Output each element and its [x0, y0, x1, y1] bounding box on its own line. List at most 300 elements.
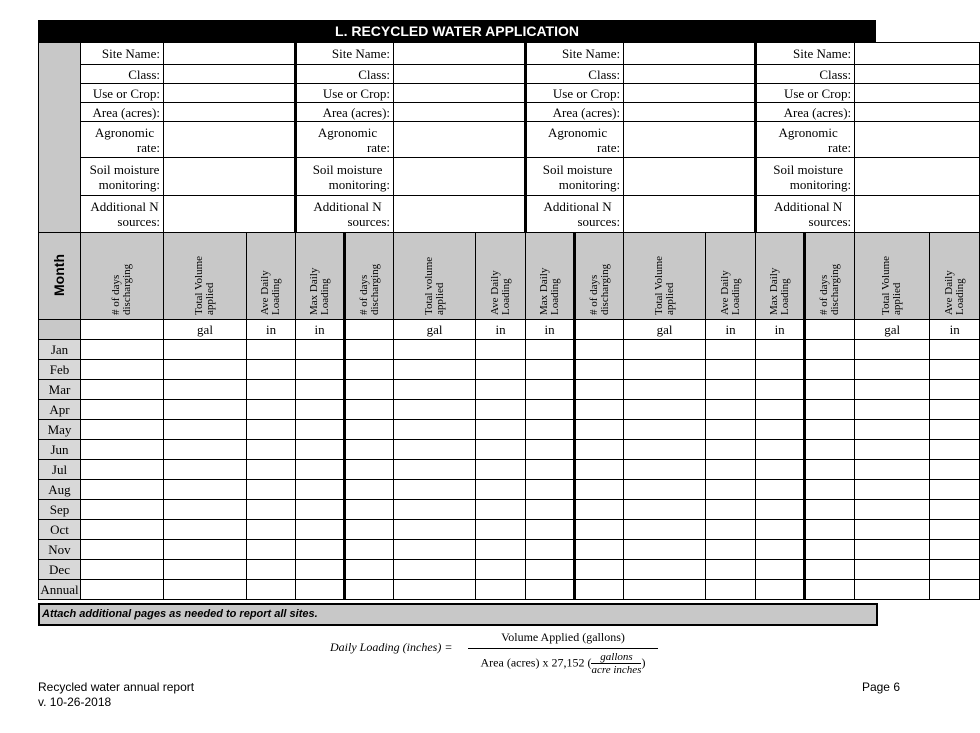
site3-area-field[interactable] — [624, 103, 756, 122]
site1-max-cell[interactable] — [296, 440, 345, 460]
site3-max-cell[interactable] — [756, 420, 805, 440]
site2-addn-label: Additional N sources: — [296, 196, 394, 233]
site3-days-cell[interactable] — [575, 460, 624, 480]
site4-days-cell[interactable] — [805, 380, 855, 400]
site3-ave-cell[interactable] — [706, 360, 756, 380]
site4-col-total_volume: Total Volume applied — [855, 233, 930, 320]
site2-unit-gal: gal — [394, 320, 476, 340]
site2-days-cell[interactable] — [345, 420, 394, 440]
site4-volume-cell[interactable] — [855, 340, 930, 360]
site4-days-cell[interactable] — [805, 580, 855, 600]
month-column-header: Month — [39, 233, 81, 320]
site3-days-cell[interactable] — [575, 420, 624, 440]
site2-days-cell[interactable] — [345, 360, 394, 380]
site1-volume-cell[interactable] — [164, 440, 247, 460]
site2-volume-cell[interactable] — [394, 500, 476, 520]
site4-use_or_crop-field[interactable] — [855, 84, 980, 103]
month-label: Jan — [39, 340, 81, 360]
site1-max-cell[interactable] — [296, 520, 345, 540]
site1-max-cell[interactable] — [296, 380, 345, 400]
site1-days-cell[interactable] — [81, 580, 164, 600]
site2-days-cell[interactable] — [345, 460, 394, 480]
site4-volume-cell[interactable] — [855, 440, 930, 460]
month-label: Dec — [39, 560, 81, 580]
site3-volume-cell[interactable] — [624, 500, 706, 520]
site2-days-cell[interactable] — [345, 340, 394, 360]
site1-max-cell[interactable] — [296, 460, 345, 480]
site3-max-cell[interactable] — [756, 500, 805, 520]
site1-agronomic-label: Agronomic rate: — [81, 122, 164, 158]
month-label: May — [39, 420, 81, 440]
site2-days-cell[interactable] — [345, 440, 394, 460]
site3-col-days: # of days discharging — [575, 233, 624, 320]
site1-max-cell[interactable] — [296, 360, 345, 380]
site1-volume-cell[interactable] — [164, 500, 247, 520]
site1-days-cell[interactable] — [81, 460, 164, 480]
month-label: Sep — [39, 500, 81, 520]
site3-use_or_crop-field[interactable] — [624, 84, 756, 103]
site2-agronomic-field[interactable] — [394, 122, 526, 158]
site4-col-days: # of days discharging — [805, 233, 855, 320]
site4-days-cell[interactable] — [805, 480, 855, 500]
month-label: Nov — [39, 540, 81, 560]
site4-ave-cell[interactable] — [930, 440, 980, 460]
formula-denominator: Area (acres) x 27,152 ( gallons acre inches ) — [480, 651, 646, 676]
site2-volume-cell[interactable] — [394, 460, 476, 480]
site1-ave-cell[interactable] — [247, 540, 296, 560]
site1-max-cell[interactable] — [296, 560, 345, 580]
site1-use_or_crop-label: Use or Crop: — [81, 84, 164, 103]
site2-volume-cell[interactable] — [394, 520, 476, 540]
site3-volume-cell[interactable] — [624, 380, 706, 400]
site4-days-cell[interactable] — [805, 560, 855, 580]
formula-fraction — [468, 630, 658, 676]
site3-volume-cell[interactable] — [624, 340, 706, 360]
site3-class-label: Class: — [526, 65, 624, 84]
site3-addn-label: Additional N sources: — [526, 196, 624, 233]
site1-unit-gal: gal — [164, 320, 247, 340]
footer-version: v. 10-26-2018 — [38, 695, 112, 709]
formula-lhs: Daily Loading (inches) = — [330, 640, 453, 654]
site4-days-cell[interactable] — [805, 440, 855, 460]
site3-days-cell[interactable] — [575, 380, 624, 400]
site4-volume-cell[interactable] — [855, 540, 930, 560]
site2-volume-cell[interactable] — [394, 560, 476, 580]
site1-days-cell[interactable] — [81, 420, 164, 440]
site2-ave-cell[interactable] — [476, 580, 526, 600]
site4-ave-cell[interactable] — [930, 400, 980, 420]
site2-site_name-field[interactable] — [394, 43, 526, 65]
site2-max-cell[interactable] — [526, 480, 575, 500]
site1-days-cell[interactable] — [81, 380, 164, 400]
site1-addn-field[interactable] — [164, 196, 296, 233]
site2-class-label: Class: — [296, 65, 394, 84]
site2-volume-cell[interactable] — [394, 540, 476, 560]
site4-ave-cell[interactable] — [930, 380, 980, 400]
site3-ave-cell[interactable] — [706, 380, 756, 400]
site2-days-cell[interactable] — [345, 500, 394, 520]
site3-ave-cell[interactable] — [706, 480, 756, 500]
site2-volume-cell[interactable] — [394, 580, 476, 600]
site3-ave-cell[interactable] — [706, 580, 756, 600]
site2-agronomic-label: Agronomic rate: — [296, 122, 394, 158]
site4-days-cell[interactable] — [805, 420, 855, 440]
site4-addn-label: Additional N sources: — [756, 196, 855, 233]
site1-days-cell[interactable] — [81, 340, 164, 360]
site1-ave-cell[interactable] — [247, 360, 296, 380]
site1-days-cell[interactable] — [81, 520, 164, 540]
site3-days-cell[interactable] — [575, 540, 624, 560]
site2-days-cell[interactable] — [345, 400, 394, 420]
site4-ave-cell[interactable] — [930, 340, 980, 360]
site4-ave-cell[interactable] — [930, 420, 980, 440]
site3-ave-cell[interactable] — [706, 400, 756, 420]
site4-volume-cell[interactable] — [855, 460, 930, 480]
site3-max-cell[interactable] — [756, 460, 805, 480]
site4-volume-cell[interactable] — [855, 560, 930, 580]
site4-ave-cell[interactable] — [930, 360, 980, 380]
site2-max-cell[interactable] — [526, 440, 575, 460]
site3-ave-cell[interactable] — [706, 540, 756, 560]
site2-max-cell[interactable] — [526, 520, 575, 540]
site4-unit-gal: gal — [855, 320, 930, 340]
site2-col-total_volume: Total volume applied — [394, 233, 476, 320]
site1-site_name-label: Site Name: — [81, 43, 164, 65]
site2-use_or_crop-field[interactable] — [394, 84, 526, 103]
site1-ave-cell[interactable] — [247, 340, 296, 360]
site1-col-max: Max Daily Loading — [296, 233, 345, 320]
site2-max-cell[interactable] — [526, 340, 575, 360]
site3-agronomic-field[interactable] — [624, 122, 756, 158]
site2-volume-cell[interactable] — [394, 440, 476, 460]
site3-area-label: Area (acres): — [526, 103, 624, 122]
site4-ave-cell[interactable] — [930, 540, 980, 560]
site1-volume-cell[interactable] — [164, 400, 247, 420]
site1-area-label: Area (acres): — [81, 103, 164, 122]
site1-col-ave: Ave Daily Loading — [247, 233, 296, 320]
site3-unit-ave: in — [706, 320, 756, 340]
site4-days-cell[interactable] — [805, 340, 855, 360]
site2-days-cell[interactable] — [345, 380, 394, 400]
site2-ave-cell[interactable] — [476, 500, 526, 520]
site4-ave-cell[interactable] — [930, 520, 980, 540]
site3-unit-days — [575, 320, 624, 340]
site3-volume-cell[interactable] — [624, 420, 706, 440]
site2-ave-cell[interactable] — [476, 360, 526, 380]
site1-volume-cell[interactable] — [164, 480, 247, 500]
site1-days-cell[interactable] — [81, 500, 164, 520]
site1-days-cell[interactable] — [81, 560, 164, 580]
site4-site_name-field[interactable] — [855, 43, 980, 65]
site2-ave-cell[interactable] — [476, 340, 526, 360]
site1-agronomic-field[interactable] — [164, 122, 296, 158]
site2-addn-field[interactable] — [394, 196, 526, 233]
footer-page-number: Page 6 — [861, 680, 900, 694]
site2-max-cell[interactable] — [526, 500, 575, 520]
site2-class-field[interactable] — [394, 65, 526, 84]
site2-ave-cell[interactable] — [476, 540, 526, 560]
month-label: Annual — [39, 580, 81, 600]
site1-days-cell[interactable] — [81, 540, 164, 560]
site2-col-days: # of days discharging — [345, 233, 394, 320]
site2-ave-cell[interactable] — [476, 400, 526, 420]
site1-ave-cell[interactable] — [247, 560, 296, 580]
site1-max-cell[interactable] — [296, 420, 345, 440]
site1-soil-label: Soil moisture monitoring: — [81, 158, 164, 196]
site1-max-cell[interactable] — [296, 340, 345, 360]
site3-ave-cell[interactable] — [706, 440, 756, 460]
site3-volume-cell[interactable] — [624, 560, 706, 580]
site1-volume-cell[interactable] — [164, 560, 247, 580]
site1-addn-label: Additional N sources: — [81, 196, 164, 233]
site3-volume-cell[interactable] — [624, 400, 706, 420]
site1-ave-cell[interactable] — [247, 500, 296, 520]
site1-volume-cell[interactable] — [164, 460, 247, 480]
site3-volume-cell[interactable] — [624, 360, 706, 380]
site3-max-cell[interactable] — [756, 440, 805, 460]
month-label: Feb — [39, 360, 81, 380]
site1-volume-cell[interactable] — [164, 540, 247, 560]
site1-soil-field[interactable] — [164, 158, 296, 196]
site3-max-cell[interactable] — [756, 340, 805, 360]
site2-soil-field[interactable] — [394, 158, 526, 196]
site1-days-cell[interactable] — [81, 480, 164, 500]
site3-days-cell[interactable] — [575, 560, 624, 580]
site3-volume-cell[interactable] — [624, 580, 706, 600]
site3-ave-cell[interactable] — [706, 420, 756, 440]
site4-volume-cell[interactable] — [855, 360, 930, 380]
site3-col-max: Max Daily Loading — [756, 233, 805, 320]
site4-col-ave: Ave Daily Loading — [930, 233, 980, 320]
site4-volume-cell[interactable] — [855, 480, 930, 500]
site2-volume-cell[interactable] — [394, 340, 476, 360]
site4-soil-field[interactable] — [855, 158, 980, 196]
site2-ave-cell[interactable] — [476, 440, 526, 460]
formula-numerator: Volume Applied (gallons) — [468, 630, 658, 649]
site3-volume-cell[interactable] — [624, 480, 706, 500]
site2-volume-cell[interactable] — [394, 360, 476, 380]
site3-ave-cell[interactable] — [706, 340, 756, 360]
site1-ave-cell[interactable] — [247, 520, 296, 540]
site3-days-cell[interactable] — [575, 360, 624, 380]
site1-site_name-field[interactable] — [164, 43, 296, 65]
site1-days-cell[interactable] — [81, 440, 164, 460]
site1-ave-cell[interactable] — [247, 420, 296, 440]
site4-volume-cell[interactable] — [855, 580, 930, 600]
site1-ave-cell[interactable] — [247, 580, 296, 600]
site1-ave-cell[interactable] — [247, 460, 296, 480]
site1-volume-cell[interactable] — [164, 580, 247, 600]
month-header-spacer — [39, 43, 81, 233]
site2-max-cell[interactable] — [526, 420, 575, 440]
site3-max-cell[interactable] — [756, 580, 805, 600]
recycled-water-table — [38, 42, 980, 600]
site2-unit-ave: in — [476, 320, 526, 340]
site3-max-cell[interactable] — [756, 360, 805, 380]
site4-class-label: Class: — [756, 65, 855, 84]
site2-ave-cell[interactable] — [476, 380, 526, 400]
site4-agronomic-label: Agronomic rate: — [756, 122, 855, 158]
site3-unit-gal: gal — [624, 320, 706, 340]
site4-agronomic-field[interactable] — [855, 122, 980, 158]
site3-max-cell[interactable] — [756, 400, 805, 420]
site3-days-cell[interactable] — [575, 500, 624, 520]
site2-max-cell[interactable] — [526, 400, 575, 420]
site4-use_or_crop-label: Use or Crop: — [756, 84, 855, 103]
site4-area-field[interactable] — [855, 103, 980, 122]
site3-class-field[interactable] — [624, 65, 756, 84]
site4-volume-cell[interactable] — [855, 400, 930, 420]
site4-soil-label: Soil moisture monitoring: — [756, 158, 855, 196]
site2-unit-days — [345, 320, 394, 340]
site3-max-cell[interactable] — [756, 520, 805, 540]
site1-max-cell[interactable] — [296, 480, 345, 500]
site2-ave-cell[interactable] — [476, 560, 526, 580]
site4-ave-cell[interactable] — [930, 500, 980, 520]
site3-ave-cell[interactable] — [706, 460, 756, 480]
site3-volume-cell[interactable] — [624, 520, 706, 540]
site3-addn-field[interactable] — [624, 196, 756, 233]
site3-days-cell[interactable] — [575, 520, 624, 540]
month-label: Apr — [39, 400, 81, 420]
site1-max-cell[interactable] — [296, 540, 345, 560]
footer-doc-title: Recycled water annual report — [38, 680, 195, 694]
site3-max-cell[interactable] — [756, 540, 805, 560]
site2-days-cell[interactable] — [345, 540, 394, 560]
site4-class-field[interactable] — [855, 65, 980, 84]
site2-days-cell[interactable] — [345, 520, 394, 540]
site2-max-cell[interactable] — [526, 540, 575, 560]
site4-days-cell[interactable] — [805, 540, 855, 560]
site4-days-cell[interactable] — [805, 400, 855, 420]
site2-soil-label: Soil moisture monitoring: — [296, 158, 394, 196]
site2-ave-cell[interactable] — [476, 520, 526, 540]
site3-ave-cell[interactable] — [706, 560, 756, 580]
site1-max-cell[interactable] — [296, 400, 345, 420]
site3-volume-cell[interactable] — [624, 460, 706, 480]
site1-unit-max: in — [296, 320, 345, 340]
site4-ave-cell[interactable] — [930, 480, 980, 500]
site4-ave-cell[interactable] — [930, 460, 980, 480]
site3-max-cell[interactable] — [756, 560, 805, 580]
site3-volume-cell[interactable] — [624, 540, 706, 560]
site4-volume-cell[interactable] — [855, 520, 930, 540]
site4-unit-days — [805, 320, 855, 340]
site2-max-cell[interactable] — [526, 580, 575, 600]
site2-volume-cell[interactable] — [394, 420, 476, 440]
site4-ave-cell[interactable] — [930, 560, 980, 580]
site2-col-max: Max Daily Loading — [526, 233, 575, 320]
site2-volume-cell[interactable] — [394, 380, 476, 400]
site2-ave-cell[interactable] — [476, 480, 526, 500]
site2-days-cell[interactable] — [345, 480, 394, 500]
site3-days-cell[interactable] — [575, 580, 624, 600]
site1-volume-cell[interactable] — [164, 520, 247, 540]
site3-site_name-label: Site Name: — [526, 43, 624, 65]
month-label: Oct — [39, 520, 81, 540]
site4-addn-field[interactable] — [855, 196, 980, 233]
site3-days-cell[interactable] — [575, 340, 624, 360]
site3-days-cell[interactable] — [575, 480, 624, 500]
site3-soil-field[interactable] — [624, 158, 756, 196]
site4-volume-cell[interactable] — [855, 380, 930, 400]
site3-use_or_crop-label: Use or Crop: — [526, 84, 624, 103]
site2-days-cell[interactable] — [345, 560, 394, 580]
month-label: Jun — [39, 440, 81, 460]
site2-col-ave: Ave Daily Loading — [476, 233, 526, 320]
site1-max-cell[interactable] — [296, 580, 345, 600]
site3-days-cell[interactable] — [575, 440, 624, 460]
site1-area-field[interactable] — [164, 103, 296, 122]
site2-site_name-label: Site Name: — [296, 43, 394, 65]
site3-agronomic-label: Agronomic rate: — [526, 122, 624, 158]
site3-max-cell[interactable] — [756, 380, 805, 400]
site4-days-cell[interactable] — [805, 520, 855, 540]
site1-days-cell[interactable] — [81, 360, 164, 380]
site1-class-field[interactable] — [164, 65, 296, 84]
site2-days-cell[interactable] — [345, 580, 394, 600]
site1-days-cell[interactable] — [81, 400, 164, 420]
site2-ave-cell[interactable] — [476, 460, 526, 480]
site4-days-cell[interactable] — [805, 460, 855, 480]
site2-ave-cell[interactable] — [476, 420, 526, 440]
site2-unit-max: in — [526, 320, 575, 340]
site1-ave-cell[interactable] — [247, 440, 296, 460]
site2-max-cell[interactable] — [526, 360, 575, 380]
site3-volume-cell[interactable] — [624, 440, 706, 460]
site1-col-days: # of days discharging — [81, 233, 164, 320]
site1-unit-ave: in — [247, 320, 296, 340]
site4-days-cell[interactable] — [805, 360, 855, 380]
site1-ave-cell[interactable] — [247, 480, 296, 500]
site4-site_name-label: Site Name: — [756, 43, 855, 65]
site1-use_or_crop-field[interactable] — [164, 84, 296, 103]
month-label: Aug — [39, 480, 81, 500]
site2-area-field[interactable] — [394, 103, 526, 122]
month-label: Mar — [39, 380, 81, 400]
site1-unit-days — [81, 320, 164, 340]
site1-volume-cell[interactable] — [164, 420, 247, 440]
site4-area-label: Area (acres): — [756, 103, 855, 122]
section-title: L. RECYCLED WATER APPLICATION — [38, 20, 876, 42]
site4-volume-cell[interactable] — [855, 500, 930, 520]
site1-ave-cell[interactable] — [247, 400, 296, 420]
site3-ave-cell[interactable] — [706, 520, 756, 540]
site1-ave-cell[interactable] — [247, 380, 296, 400]
site3-col-ave: Ave Daily Loading — [706, 233, 756, 320]
site2-max-cell[interactable] — [526, 460, 575, 480]
site3-ave-cell[interactable] — [706, 500, 756, 520]
site2-max-cell[interactable] — [526, 560, 575, 580]
site1-max-cell[interactable] — [296, 500, 345, 520]
site1-volume-cell[interactable] — [164, 380, 247, 400]
site3-site_name-field[interactable] — [624, 43, 756, 65]
site2-max-cell[interactable] — [526, 380, 575, 400]
site4-volume-cell[interactable] — [855, 420, 930, 440]
site2-area-label: Area (acres): — [296, 103, 394, 122]
site4-ave-cell[interactable] — [930, 580, 980, 600]
site4-days-cell[interactable] — [805, 500, 855, 520]
site1-class-label: Class: — [81, 65, 164, 84]
site3-max-cell[interactable] — [756, 480, 805, 500]
site3-soil-label: Soil moisture monitoring: — [526, 158, 624, 196]
units-spacer — [39, 320, 81, 340]
site2-volume-cell[interactable] — [394, 480, 476, 500]
site2-volume-cell[interactable] — [394, 400, 476, 420]
site3-days-cell[interactable] — [575, 400, 624, 420]
site1-volume-cell[interactable] — [164, 360, 247, 380]
site1-volume-cell[interactable] — [164, 340, 247, 360]
